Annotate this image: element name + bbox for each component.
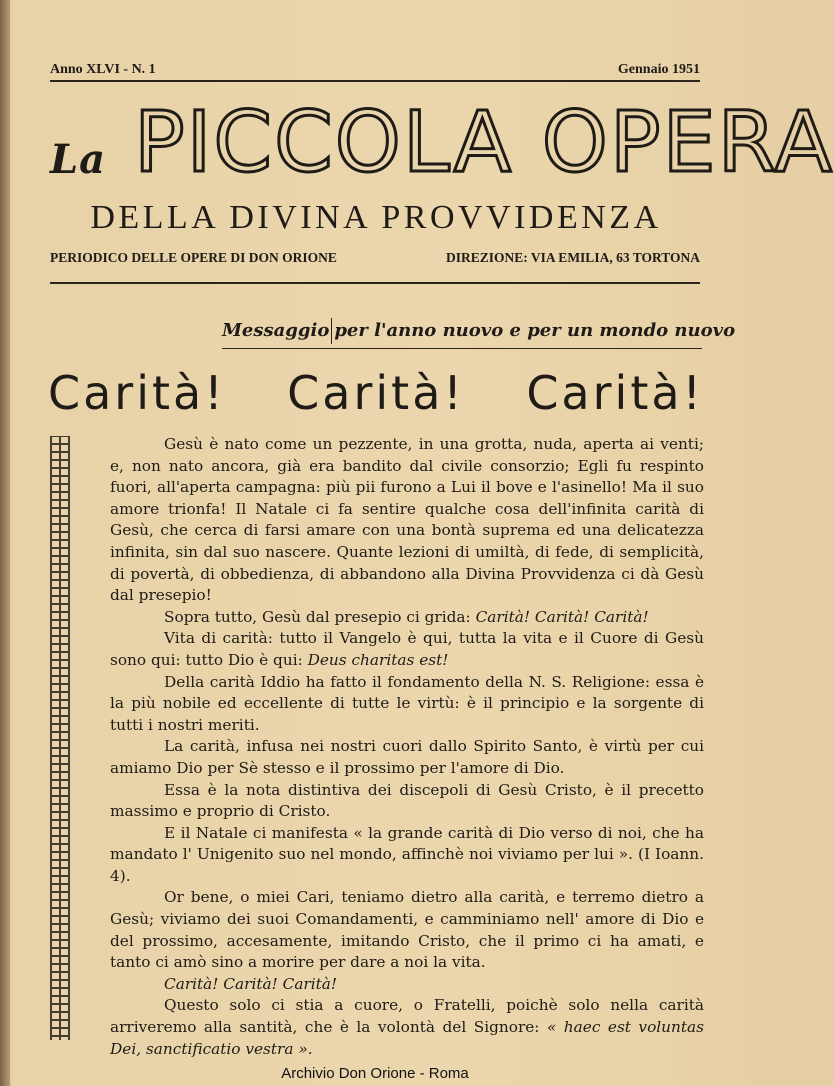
headline-word-1: Carità! [48,366,226,420]
message-word: Messaggio [222,320,330,341]
masthead-la: La [50,136,107,183]
headline-word-3: Carità! [526,366,704,420]
page-binding [0,0,10,1086]
paragraph [110,995,704,1060]
paragraph: E il Natale ci manifesta « la grande carità di Dio verso di noi, che ha mandato l' Unigenito suo nel mondo, affinchè noi viviamo per lui ». (I Ioann. 4). [110,823,704,885]
paragraph [110,607,704,629]
masthead-title: PICCOLA OPERA [134,93,834,191]
paragraph-emphasis: Deus charitas est! [307,650,449,669]
paragraph: La carità, infusa nei nostri cuori dallo Spirito Santo, è virtù per cui amiamo Dio per Sè stesso e il prossimo per l'amore di Dio. [110,737,704,777]
message-separator [331,318,332,344]
paragraph [110,628,704,671]
masthead [48,90,834,200]
masthead-subtitle: DELLA DIVINA PROVVIDENZA [90,199,662,236]
paragraph [110,974,704,996]
paragraph-text: Questo solo ci stia a cuore, o Fratelli, poichè solo nella carità arriveremo alla santità, che è la volontà del Signore: [110,996,704,1037]
article-body [110,434,704,1060]
direction-address: DIREZIONE: VIA EMILIA, 63 TORTONA [446,250,700,265]
info-line [50,250,700,266]
top-rule [50,80,700,82]
archive-caption: Archivio Don Orione - Roma [281,1065,469,1082]
issue-date: Gennaio 1951 [617,62,700,77]
paragraph-text: Sopra tutto, Gesù dal presepio ci grida: [164,607,476,626]
paragraph: Gesù è nato come un pezzente, in una grotta, nuda, aperta ai venti; e, non nato ancora, già era bandito dal civile consorzio; Egli fu respinto fuori, all'aperta campagna: più pii furono a Lui il bove e l'asinello! Ma il suo amore trionfa! Il Natale ci fa sentire qualche cosa dell'infinita carità di Gesù, che cerca di farsi amare con una bontà suprema ed una delicatezza infinita, sin dal suo nascere. Quante lezioni di umiltà, di fede, di semplicità, di povertà, di obbedienza, di abbandono alla Divina Provvidenza ci dà Gesù dal presepio! [110,435,704,605]
paragraph-emphasis: Carità! Carità! Carità! [164,974,338,993]
periodical-label: PERIODICO DELLE OPERE DI DON ORIONE [50,250,337,265]
paragraph-text: Vita di carità: tutto il Vangelo è qui, tutta la vita e il Cuore di Gesù sono qui: tutto Dio è qui: [110,629,704,669]
decorative-border [50,436,70,1040]
paragraph: Della carità Iddio ha fatto il fondamento della N. S. Religione: essa è la più nobile ed eccellente di tutte le virtù: è il principio e la sorgente di tutti i nostri meriti. [110,672,704,734]
headline-word-2: Carità! [287,366,465,420]
masthead-rule [50,282,700,284]
paragraph-emphasis: Carità! Carità! Carità! [475,607,649,626]
paragraph: Or bene, o miei Cari, teniamo dietro alla carità, e terremo dietro a Gesù; viviamo dei suoi Comandamenti, e camminiamo nell' amore di Dio e del prossimo, accesamente, imitando Cristo, che il primo ci ha amati, e tanto ci amò sino a morire per dare a noi la vita. [110,888,704,972]
issue-number: Anno XLVI - N. 1 [50,62,156,77]
headline [48,366,704,420]
paragraph-emphasis: « haec est voluntas Dei, sanctificatio vestra ». [110,1018,704,1058]
message-banner [222,318,736,349]
paragraph: Essa è la nota distintiva dei discepoli di Gesù Cristo, è il precetto massimo e proprio di Cristo. [110,780,704,821]
message-subtitle: per l'anno nuovo e per un mondo nuovo [334,320,736,341]
issue-line [50,62,700,78]
